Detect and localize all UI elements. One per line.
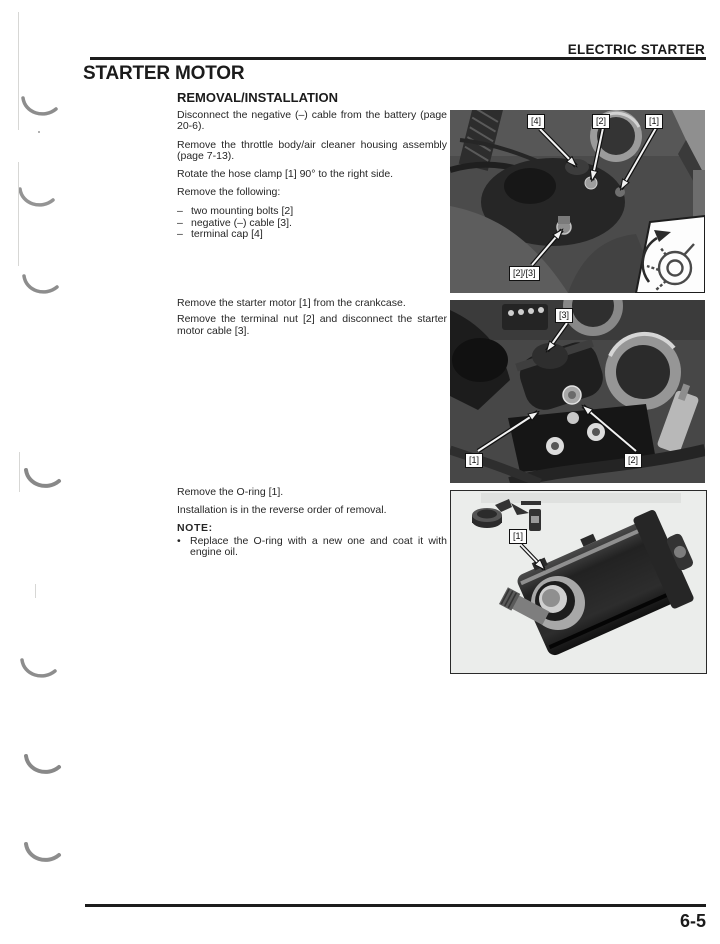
binding-mark: [15, 181, 57, 215]
engine-bay-photo-art: [450, 110, 705, 293]
footer-rule: [85, 904, 706, 907]
header-rule: [90, 57, 706, 60]
binding-mark: [17, 652, 59, 686]
callout-label: [1]: [465, 453, 483, 468]
chapter-header: ELECTRIC STARTER: [567, 42, 705, 57]
callout-label: [1]: [645, 114, 663, 129]
instruction-block-1: [177, 110, 447, 241]
callout-label: [4]: [527, 114, 545, 129]
callout-label: [2]: [624, 453, 642, 468]
scan-artifact-line: [18, 12, 19, 130]
binding-mark: [19, 268, 61, 302]
instruction-paragraph: Remove the starter motor [1] from the crankcase.: [177, 297, 406, 309]
scan-artifact-line: [35, 584, 36, 598]
note-text: Replace the O-ring with a new one and coat it with engine oil.: [190, 534, 447, 559]
photo-hose-clamp-bolts: [450, 110, 705, 293]
instruction-paragraph: Rotate the hose clamp [1] 90° to the right side.: [177, 168, 394, 181]
starter-motor-photo-art: [451, 491, 704, 671]
callout-label: [3]: [555, 308, 573, 323]
list-item: [177, 229, 447, 240]
instruction-paragraph: Remove the throttle body/air cleaner housing assembly (page 7-13).: [177, 138, 447, 162]
list-item-text: negative (–) cable [3].: [191, 216, 292, 229]
photo-starter-oring: [450, 490, 707, 674]
instruction-paragraph: Remove the following:: [177, 186, 281, 199]
scan-speck: [38, 131, 40, 133]
list-item-text: two mounting bolts [2]: [191, 204, 294, 217]
list-item: [177, 218, 447, 229]
scan-artifact-line: [18, 162, 19, 266]
binding-mark: [21, 462, 63, 496]
note-item: [177, 536, 447, 559]
binding-mark: [21, 836, 63, 870]
list-item: [177, 206, 447, 217]
page-number: 6-5: [679, 911, 706, 931]
list-dash: –: [177, 204, 183, 217]
binding-mark: [21, 748, 63, 782]
callout-label: [1]: [509, 529, 527, 544]
list-item-text: terminal cap [4]: [191, 228, 263, 241]
callout-label: [2]: [592, 114, 610, 129]
photo-starter-terminal: [450, 300, 705, 483]
note-bullet: •: [177, 534, 181, 547]
instruction-paragraph: Disconnect the negative (–) cable from the battery (page 20-6).: [177, 109, 447, 133]
instruction-block-2: [177, 298, 447, 344]
list-dash: –: [177, 216, 183, 229]
engine-bay-photo-art: [450, 300, 705, 483]
scan-artifact-line: [19, 452, 20, 492]
callout-label: [2]/[3]: [509, 266, 540, 281]
page-title: STARTER MOTOR: [83, 63, 245, 84]
instruction-block-3: [177, 487, 447, 558]
instruction-paragraph: Installation is in the reverse order of removal.: [177, 504, 387, 517]
instruction-paragraph: Remove the O-ring [1].: [177, 486, 284, 498]
list-dash: –: [177, 228, 183, 241]
instruction-paragraph: Remove the terminal nut [2] and disconnect the starter motor cable [3].: [177, 313, 447, 337]
subsection-title: REMOVAL/INSTALLATION: [177, 90, 339, 105]
note-label: NOTE:: [177, 521, 213, 534]
binding-mark: [18, 90, 60, 124]
